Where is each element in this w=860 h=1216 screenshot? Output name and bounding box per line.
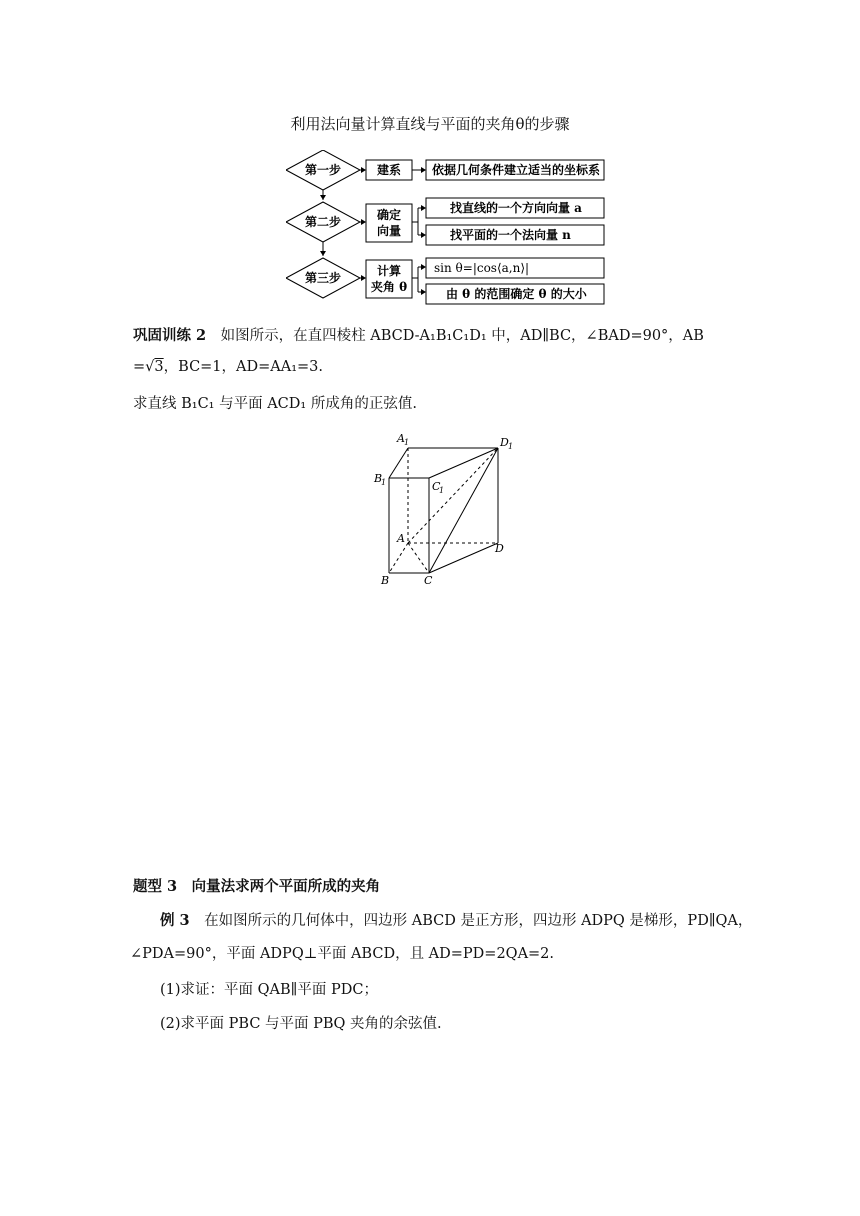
prism-figure (370, 428, 520, 590)
example-line1: 例 3 在如图所示的几何体中，四边形 ABCD 是正方形，四边形 ADPQ 是梯形，PD∥QA， (160, 912, 753, 929)
label-D: D (495, 542, 504, 555)
middle-label-3b: 夹角 θ (370, 280, 408, 294)
label-A: A (397, 532, 405, 545)
label-C1: C (432, 480, 441, 493)
label-A1: A (397, 432, 405, 445)
right-label-1: 依据几何条件建立适当的坐标系 (432, 163, 601, 177)
label-C: C (424, 574, 433, 587)
exercise-line2: =√3，BC=1，AD=AA₁=3. (133, 359, 324, 375)
right-label-3: 找平面的一个法向量 n (450, 228, 571, 242)
label-B: B (381, 574, 390, 587)
exercise-line1: 巩固训练 2 如图所示，在直四棱柱 ABCD-A₁B₁C₁D₁ 中，AD∥BC，∠BAD=90°，AB (133, 327, 704, 344)
section-heading: 题型 3 向量法求两个平面所成的夹角 (133, 878, 381, 895)
question-1: (1)求证：平面 QAB∥平面 PDC； (160, 982, 378, 998)
middle-label-2a: 确定 (376, 208, 402, 222)
label-B1: B (374, 472, 383, 485)
label-D1: D (500, 436, 509, 449)
right-label-5: 由 θ 的范围确定 θ 的大小 (446, 287, 587, 301)
exercise-question: 求直线 B₁C₁ 与平面 ACD₁ 所成角的正弦值. (133, 396, 417, 412)
step1-label: 第一步 (304, 163, 342, 177)
example-label: 例 3 (160, 912, 190, 929)
right-label-4: sin θ=|cos⟨a,n⟩| (434, 261, 530, 275)
question-2: (2)求平面 PBC 与平面 PBQ 夹角的余弦值. (160, 1016, 442, 1032)
step2-label: 第二步 (304, 215, 342, 229)
middle-label-2b: 向量 (376, 224, 402, 238)
svg-text:1: 1 (439, 486, 445, 495)
svg-text:1: 1 (381, 478, 387, 487)
example-line2: ∠PDA=90°，平面 ADPQ⊥平面 ABCD，且 AD=PD=2QA=2. (130, 946, 555, 962)
right-label-2: 找直线的一个方向向量 a (450, 201, 582, 215)
svg-text:1: 1 (508, 442, 514, 451)
svg-text:1: 1 (404, 438, 410, 447)
middle-label-3a: 计算 (376, 264, 402, 278)
step3-label: 第三步 (304, 271, 342, 285)
flowchart (286, 150, 606, 310)
flow-title: 利用法向量计算直线与平面的夹角θ的步骤 (290, 115, 570, 133)
exercise-label: 巩固训练 2 (133, 327, 207, 344)
middle-label-1: 建系 (376, 163, 402, 177)
